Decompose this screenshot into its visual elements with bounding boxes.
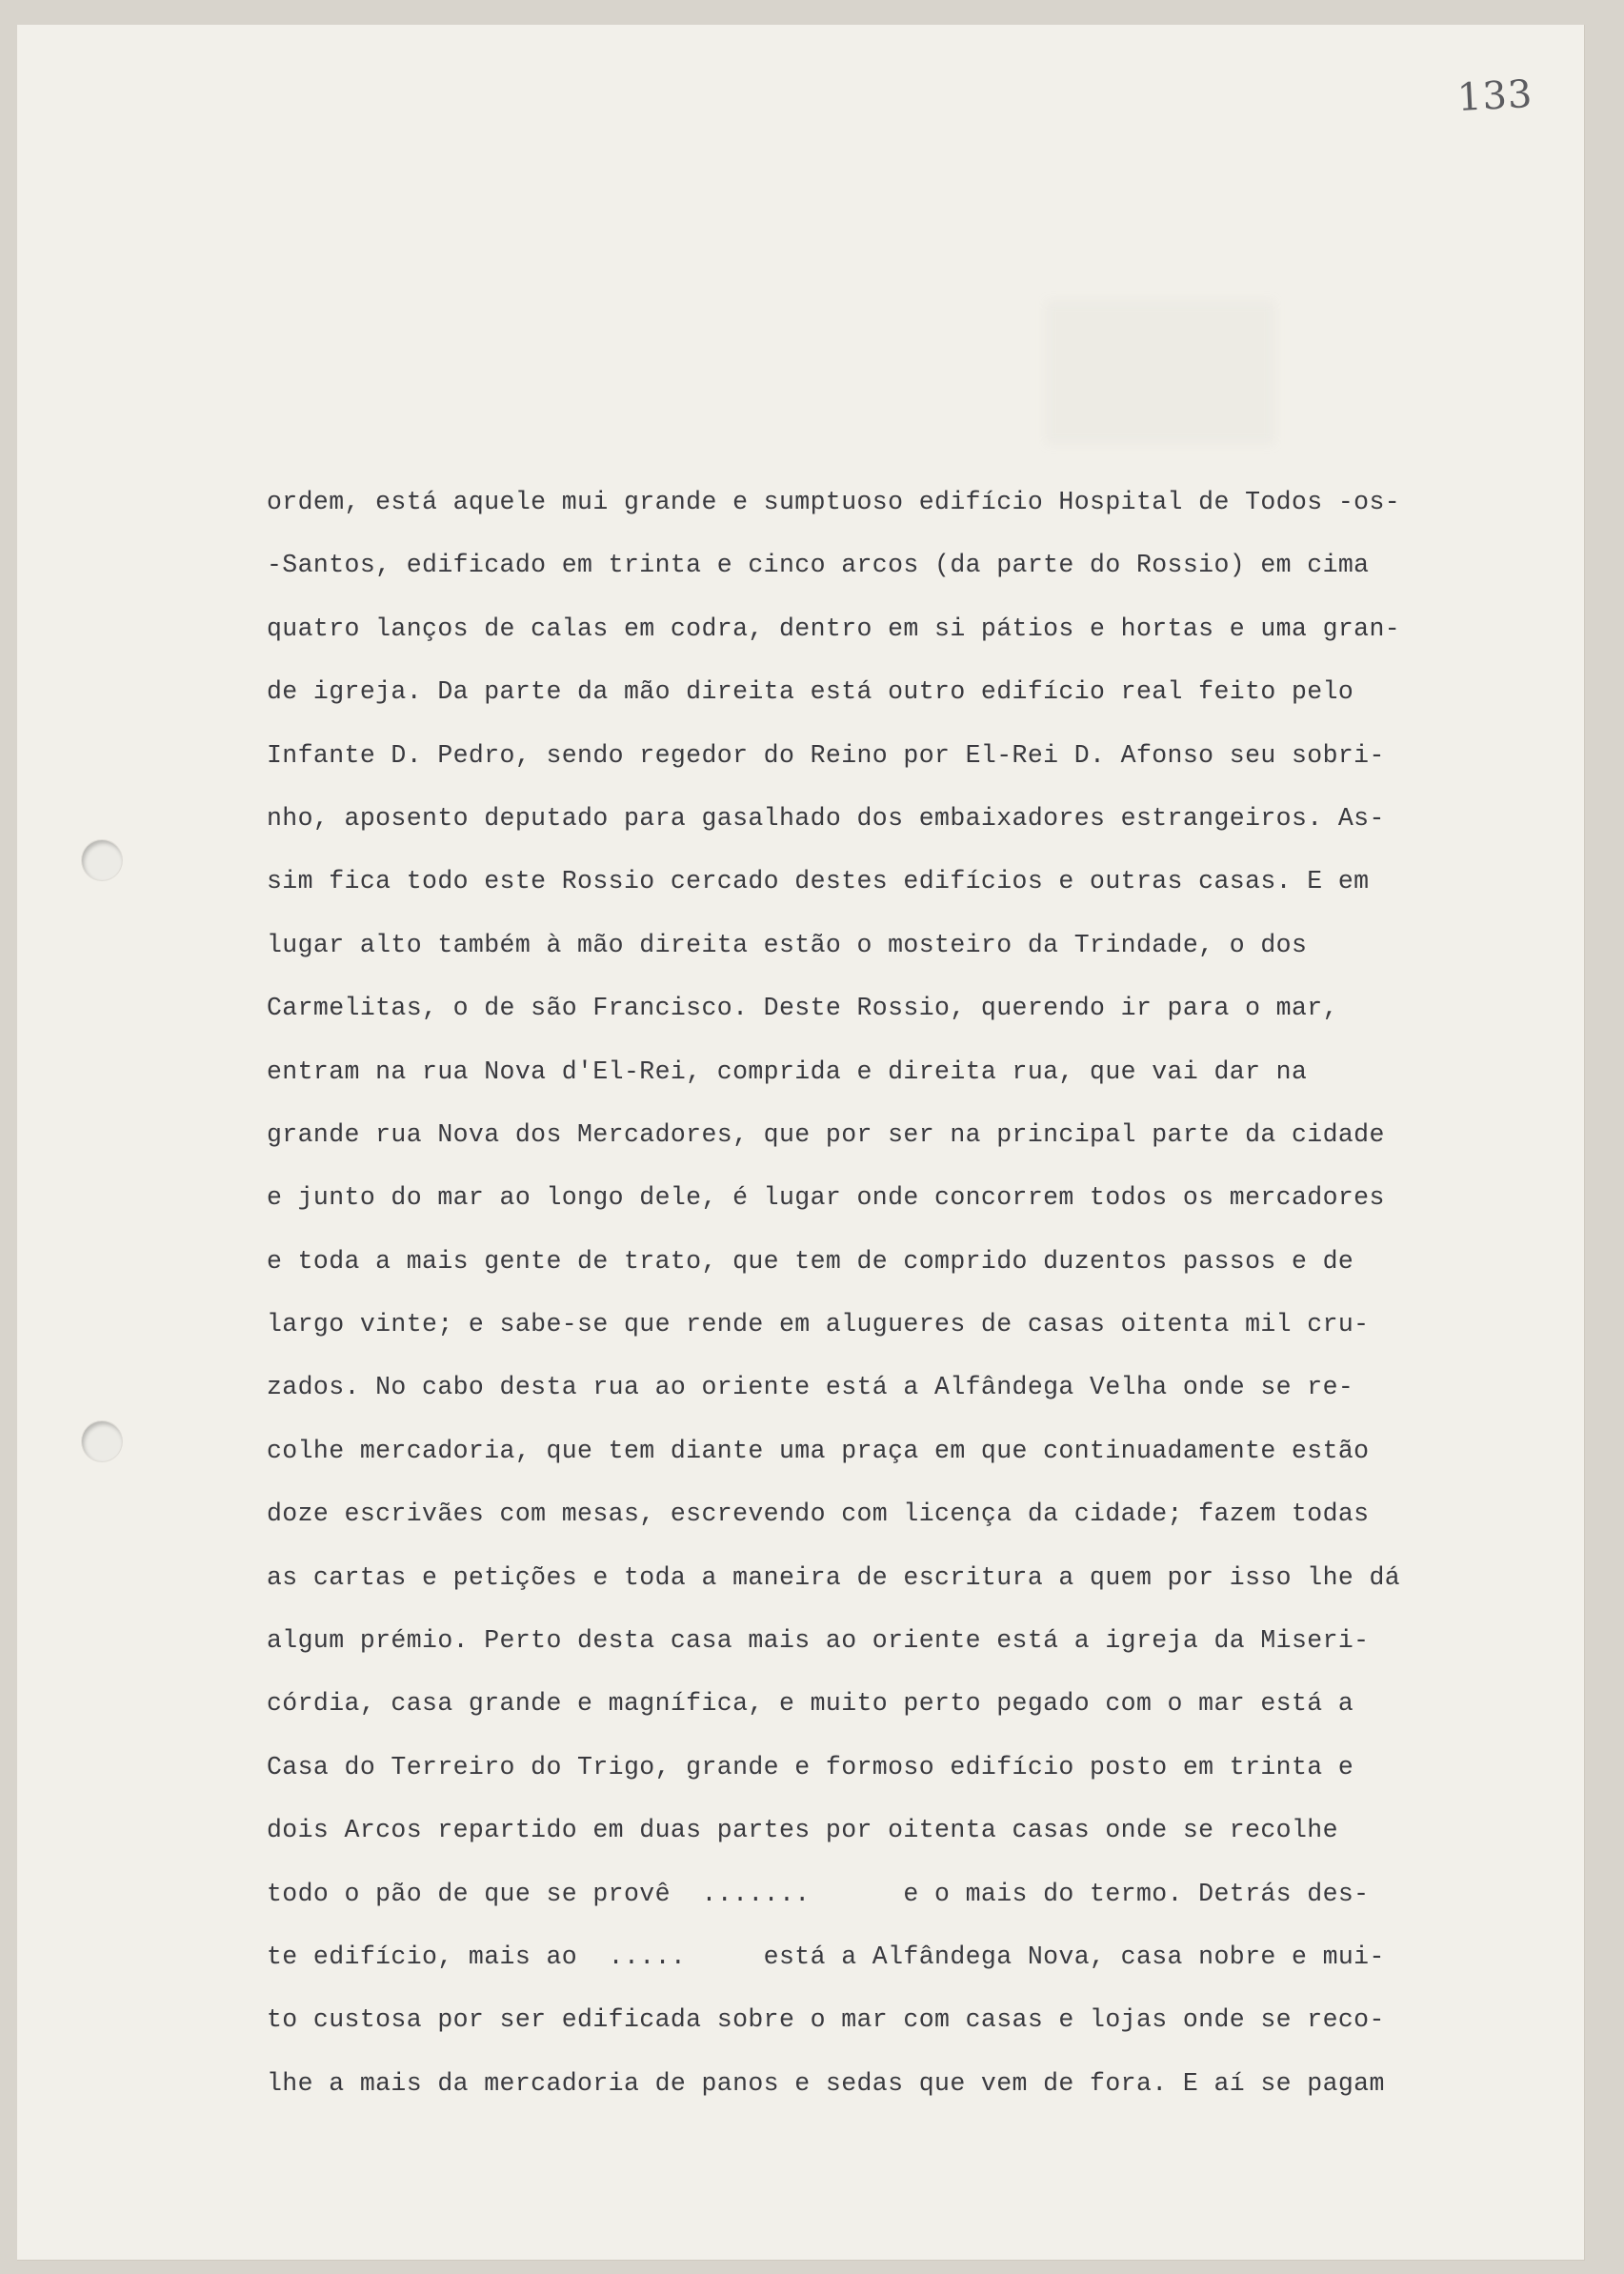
punch-hole-bottom [82, 1421, 122, 1461]
text-line: algum prémio. Perto desta casa mais ao oriente está a igreja da Miseri- [267, 1626, 1370, 1656]
text-line: doze escrivães com mesas, escrevendo com licença da cidade; fazem todas [267, 1499, 1370, 1529]
text-line: lugar alto também à mão direita estão o mosteiro da Trindade, o dos [267, 930, 1308, 959]
text-line: todo o pão de que se provê ....... e o mais do termo. Detrás des- [267, 1879, 1370, 1908]
text-line: te edifício, mais ao ..... está a Alfândega Nova, casa nobre e mui- [267, 1942, 1385, 1971]
text-line: zados. No cabo desta rua ao oriente está a Alfândega Velha onde se re- [267, 1373, 1354, 1402]
text-line: nho, aposento deputado para gasalhado dos embaixadores estrangeiros. As- [267, 803, 1385, 833]
page-number: 133 [1455, 71, 1534, 121]
text-line: córdia, casa grande e magnífica, e muito perto pegado com o mar está a [267, 1689, 1354, 1719]
text-line: Casa do Terreiro do Trigo, grande e formoso edifício posto em trinta e [267, 1752, 1354, 1781]
text-line: largo vinte; e sabe-se que rende em alugueres de casas oitenta mil cru- [267, 1310, 1370, 1339]
text-line: sim fica todo este Rossio cercado destes edifícios e outras casas. E em [267, 867, 1370, 896]
show-through-mark [1046, 301, 1274, 444]
text-line: ordem, está aquele mui grande e sumptuoso edifício Hospital de Todos -os- [267, 488, 1401, 516]
text-line: Infante D. Pedro, sendo regedor do Reino por El-Rei D. Afonso seu sobri- [267, 740, 1385, 770]
text-line: as cartas e petições e toda a maneira de escritura a quem por isso lhe dá [267, 1562, 1401, 1592]
text-line: grande rua Nova dos Mercadores, que por ser na principal parte da cidade [267, 1119, 1385, 1149]
text-line: Carmelitas, o de são Francisco. Deste Rossio, querendo ir para o mar, [267, 994, 1338, 1023]
text-line: dois Arcos repartido em duas partes por oitenta casas onde se recolhe [267, 1816, 1338, 1845]
text-line: -Santos, edificado em trinta e cinco arcos (da parte do Rossio) em cima [267, 551, 1370, 580]
document-page [17, 25, 1585, 2261]
text-line: entram na rua Nova d'El-Rei, comprida e direita rua, que vai dar na [267, 1057, 1308, 1086]
text-line: e toda a mais gente de trato, que tem de comprido duzentos passos e de [267, 1246, 1354, 1276]
text-line: colhe mercadoria, que tem diante uma praça em que continuadamente estão [267, 1436, 1370, 1465]
punch-hole-top [82, 840, 122, 880]
text-line: to custosa por ser edificada sobre o mar com casas e lojas onde se reco- [267, 2005, 1385, 2035]
text-line: quatro lanços de calas em codra, dentro em si pátios e hortas e uma gran- [267, 614, 1401, 643]
text-line: e junto do mar ao longo dele, é lugar onde concorrem todos os mercadores [267, 1183, 1385, 1213]
typed-text-body [267, 471, 1562, 2115]
text-line: lhe a mais da mercadoria de panos e sedas que vem de fora. E aí se pagam [267, 2068, 1385, 2098]
text-line: de igreja. Da parte da mão direita está outro edifício real feito pelo [267, 677, 1354, 707]
